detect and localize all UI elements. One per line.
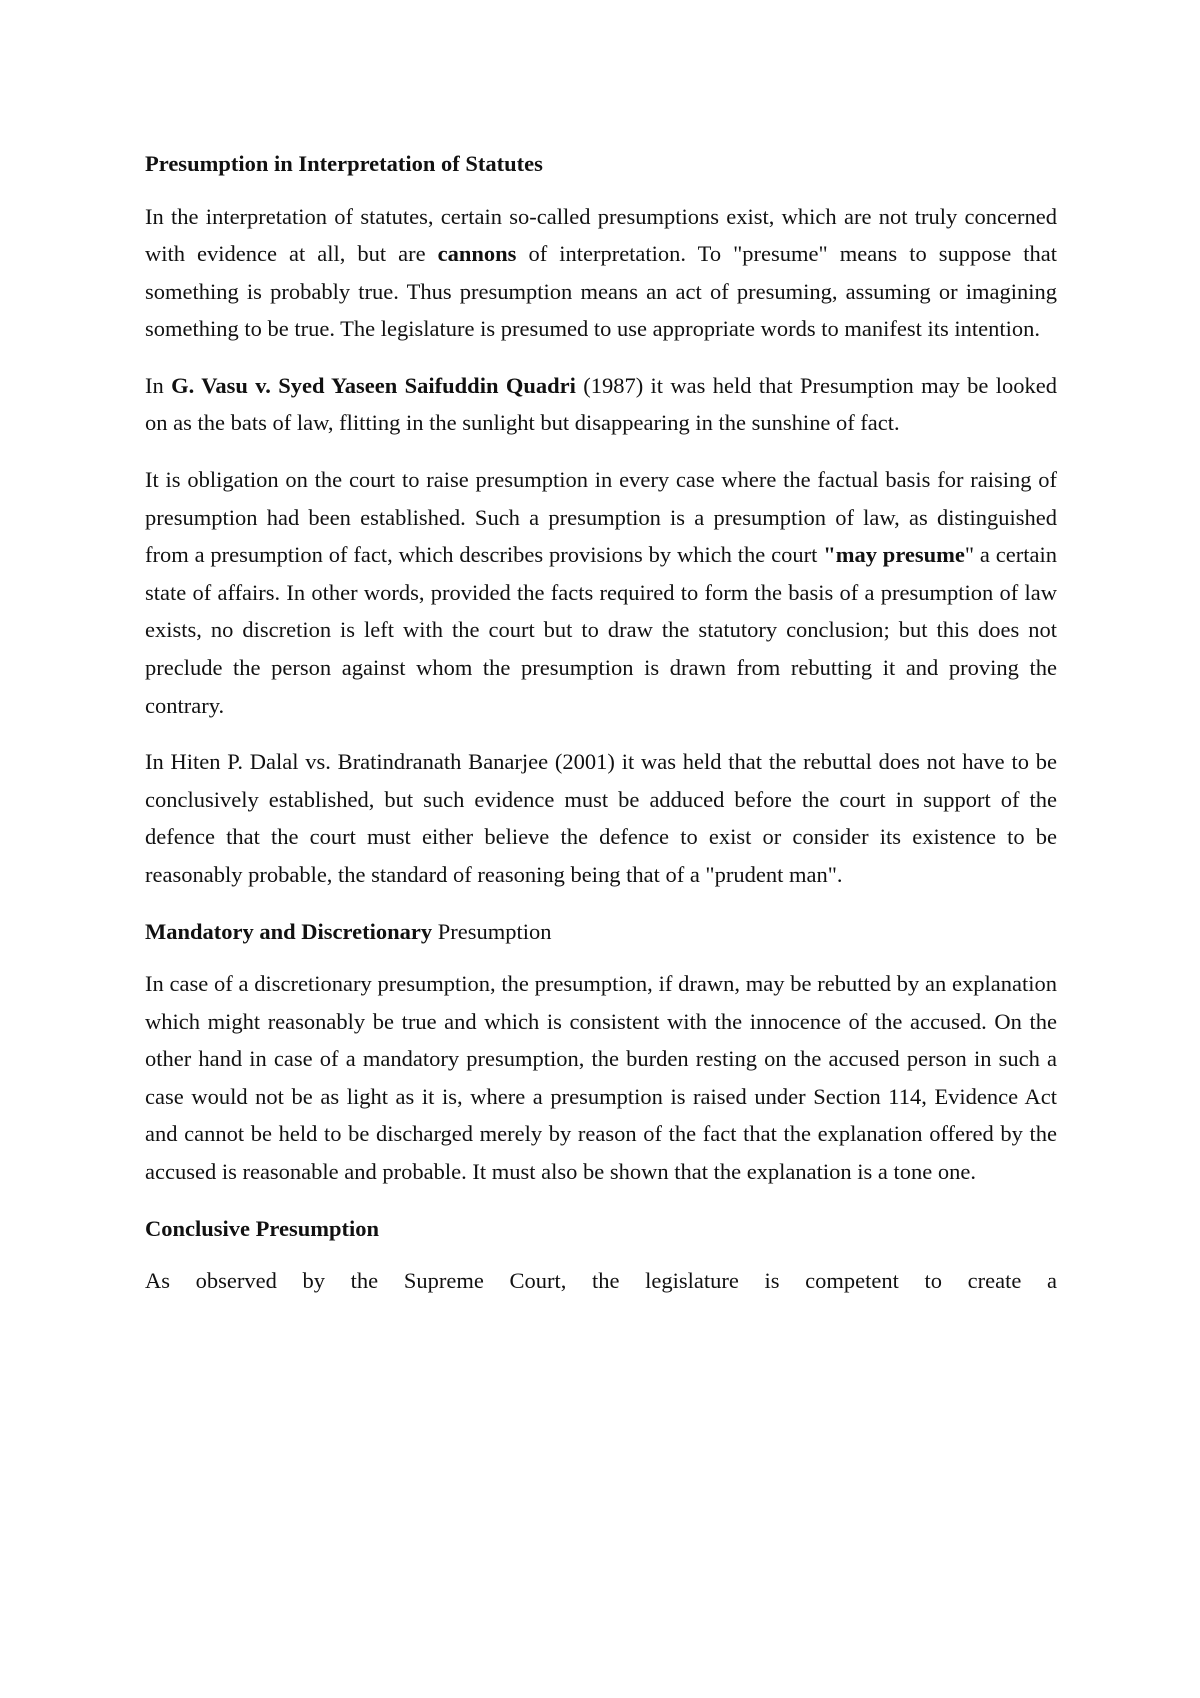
document-body (145, 145, 1057, 1319)
paragraph-text: In Hiten P. Dalal vs. Bratindranath Banarjee (2001) it was held that the rebuttal does not have to be conclusively established, but such evidence must be adduced before the court in support of the defence that the court must either believe the defence to exist or consider its existence to be reasonably probable, the standard of reasoning being that of a "prudent man". (145, 749, 1057, 887)
section-heading: Presumption in Interpretation of Statutes (145, 151, 543, 176)
paragraph (145, 743, 1057, 893)
paragraph-text: In case of a discretionary presumption, the presumption, if drawn, may be rebutted by an explanation which might reasonably be true and which is consistent with the innocence of the accused. On the other hand in case of a mandatory presumption, the burden resting on the accused person in such a case would not be as light as it is, where a presumption is raised under Section 114, Evidence Act and cannot be held to be discharged merely by reason of the fact that the explanation offered by the accused is reasonable and probable. It must also be shown that the explanation is a tone one. (145, 971, 1057, 1185)
paragraph-text: It is obligation on the court to raise presumption in every case where the factual basis for raising of presumption had been established. Such a presumption is a presumption of law, as distinguished from a presumption of fact, which describes provisions by which the court (145, 467, 1057, 568)
paragraph (145, 198, 1057, 348)
paragraph-text: " a certain state of affairs. In other words, provided the facts required to form the basis of a presumption of law exists, no discretion is left with the court but to draw the statutory conclusion; but this does not preclude the person against whom the presumption is drawn from rebutting it and proving the contrary. (145, 542, 1057, 718)
paragraph-text: of interpretation. To "presume" means to suppose that something is probably true. Thus presumption means an act of presuming, assuming or imagining something to be true. The legislature is presumed to use appropriate words to manifest its intention. (145, 241, 1057, 342)
paragraph-text: (1987) it was held that Presumption may be looked on as the bats of law, flitting in the sunlight but disappearing in the sunshine of fact. (145, 372, 1058, 436)
section-heading-bold: Mandatory and Discretionary (145, 918, 433, 944)
paragraph-bold-text: "may presume (823, 542, 965, 568)
paragraph-text: In (145, 372, 172, 398)
paragraph (145, 965, 1057, 1191)
paragraph (145, 461, 1057, 724)
paragraph-text: In the interpretation of statutes, certain so-called presumptions exist, which are not truly concerned with evidence at all, but are (145, 203, 1057, 267)
paragraph-text: As observed by the Supreme Court, the legislature is competent to create a (145, 1268, 1057, 1294)
section-heading (145, 913, 1057, 951)
paragraph (145, 1262, 1057, 1300)
section-heading: Conclusive Presumption (145, 1215, 379, 1241)
case-name: G. Vasu v. Syed Yaseen Saifuddin Quadri (171, 372, 576, 398)
section-heading-rest: Presumption (432, 918, 552, 944)
paragraph-bold-text: cannons (437, 241, 517, 267)
paragraph (145, 367, 1057, 442)
